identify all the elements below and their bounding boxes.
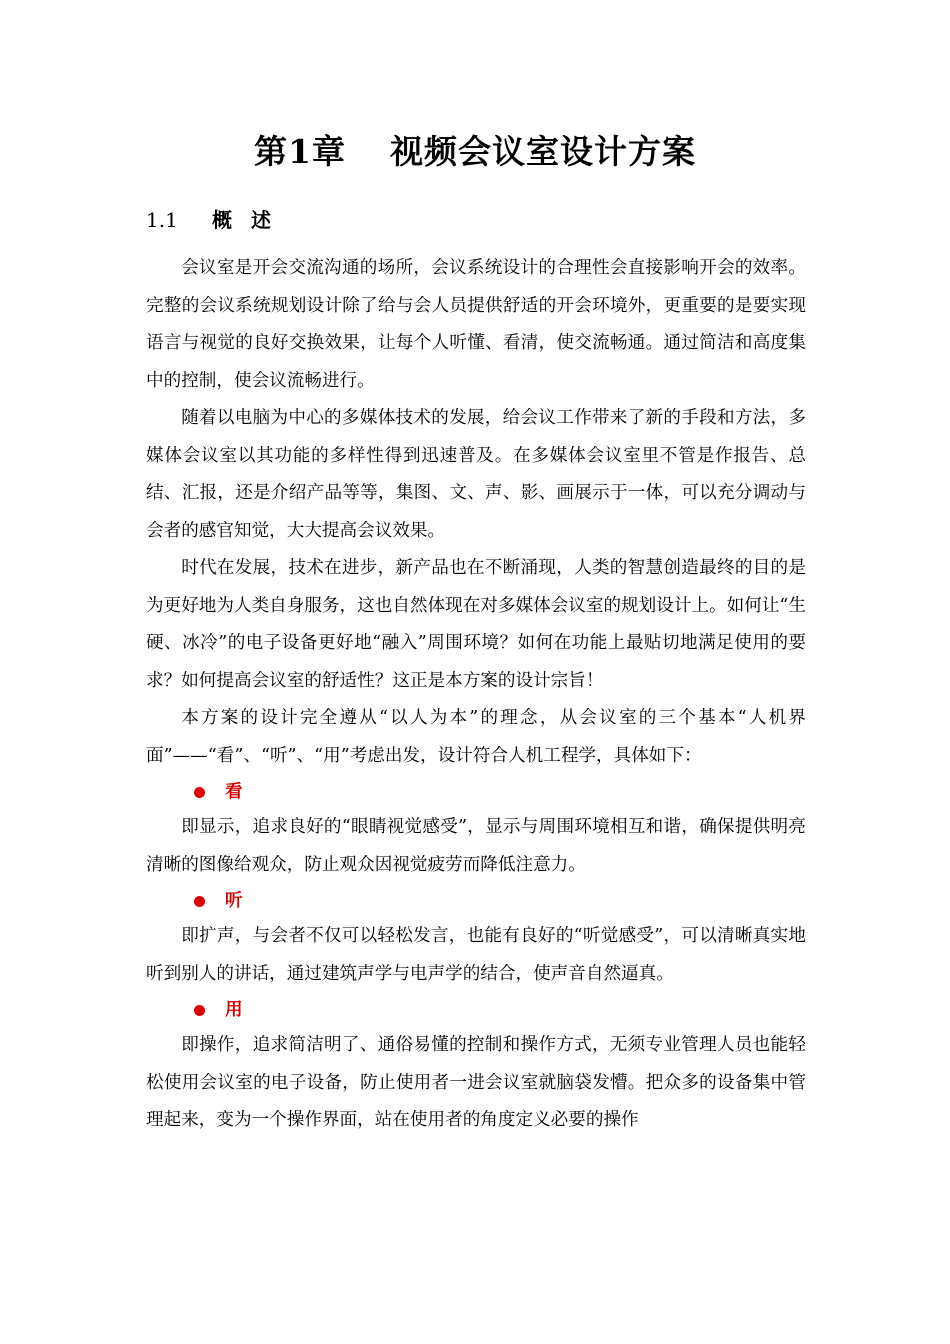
bullet-paragraph: 即扩声，与会者不仅可以轻松发言，也能有良好的“听觉感受”，可以清晰真实地听到别人的讲话，通过建筑声学与电声学的结合，使声音自然逼真。: [146, 926, 806, 984]
bullet-label: 用: [225, 999, 243, 1021]
paragraph: 时代在发展，技术在进步，新产品也在不断涌现，人类的智慧创造最终的目的是为更好地为人类自身服务，这也自然体现在对多媒体会议室的规划设计上。如何让“生硬、冰冷”的电子设备更好地“融入”周围环境？如何在功能上最贴切地满足使用的要求？如何提高会议室的舒适性？这正是本方案的设计宗旨！: [146, 558, 806, 691]
section-title: 概 述: [212, 208, 277, 232]
bullet-heading-use: [146, 993, 806, 1027]
section-number: 1.1: [146, 208, 178, 232]
bullet-paragraph: 即显示，追求良好的“眼睛视觉感受”，显示与周围环境相互和谐，确保提供明亮清晰的图像给观众，防止观众因视觉疲劳而降低注意力。: [146, 817, 806, 875]
bullet-dot-icon: [194, 787, 205, 798]
paragraph: 会议室是开会交流沟通的场所，会议系统设计的合理性会直接影响开会的效率。完整的会议系统规划设计除了给与会人员提供舒适的开会环境外，更重要的是要实现语言与视觉的良好交换效果，让每个人听懂、看清，使交流畅通。通过简洁和高度集中的控制，使会议流畅进行。: [146, 258, 806, 391]
paragraph: 本方案的设计完全遵从“以人为本”的理念，从会议室的三个基本“人机界面”——“看”、“听”、“用”考虑出发，设计符合人机工程学，具体如下：: [146, 708, 806, 766]
bullet-label: 听: [225, 890, 243, 912]
chapter-name: 视频会议室设计方案: [389, 132, 696, 171]
section-heading: [146, 204, 277, 233]
chapter-title: [0, 126, 950, 173]
bullet-paragraph: 即操作，追求简洁明了、通俗易懂的控制和操作方式，无须专业管理人员也能轻松使用会议室的电子设备，防止使用者一进会议室就脑袋发懵。把众多的设备集中管理起来，变为一个操作界面，站在使用者的角度定义必要的操作: [146, 1035, 806, 1130]
bullet-heading-listen: [146, 884, 806, 918]
chapter-label: 第1章: [254, 132, 346, 171]
bullet-dot-icon: [194, 1005, 205, 1016]
body-text: [146, 250, 806, 1140]
bullet-label: 看: [225, 781, 243, 803]
bullet-heading-look: [146, 775, 806, 809]
bullet-dot-icon: [194, 896, 205, 907]
paragraph: 随着以电脑为中心的多媒体技术的发展，给会议工作带来了新的手段和方法，多媒体会议室以其功能的多样性得到迅速普及。在多媒体会议室里不管是作报告、总结、汇报，还是介绍产品等等，集图、文、声、影、画展示于一体，可以充分调动与会者的感官知觉，大大提高会议效果。: [146, 408, 806, 541]
